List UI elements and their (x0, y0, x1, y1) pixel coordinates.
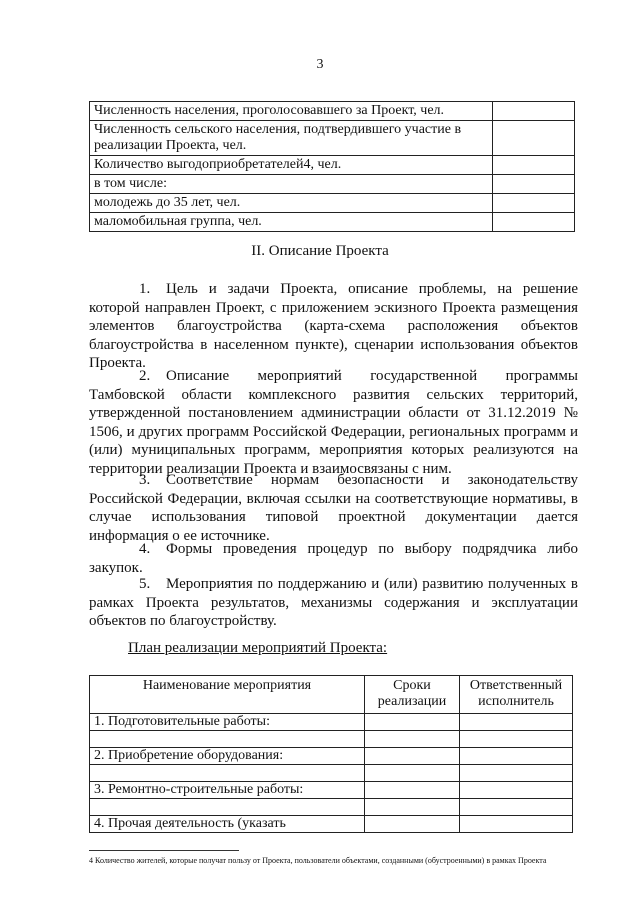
column-header: Сроки реализации (365, 676, 460, 714)
executor-cell (460, 782, 573, 799)
table-row (90, 121, 575, 156)
page-number: 3 (316, 57, 324, 72)
executor-cell (460, 816, 573, 833)
term-cell (365, 782, 460, 799)
indicator-label: Численность сельского населения, подтвердившего участие в реализации Проекта, чел. (90, 121, 493, 156)
column-header: Ответственный исполнитель (460, 676, 573, 714)
table-row (90, 213, 575, 232)
indicator-label: маломобильная группа, чел. (90, 213, 493, 232)
term-cell (365, 714, 460, 731)
activity-cell (90, 731, 365, 748)
activity-cell: 3. Ремонтно-строительные работы: (90, 782, 365, 799)
plan-title: План реализации мероприятий Проекта: (128, 640, 388, 656)
section-title: II. Описание Проекта (251, 243, 389, 259)
table-row (90, 102, 575, 121)
term-cell (365, 816, 460, 833)
indicator-value (493, 175, 575, 194)
plan-table (89, 675, 573, 833)
activity-cell: 2. Приобретение оборудования: (90, 748, 365, 765)
paragraph-text: Цель и задачи Проекта, описание проблемы, на решение которой направлен Проект, с приложением эскизного Проекта размещения элементов благоустройства (карта-схема расположения объектов благоустройства в населенном пункте), сценарии использования объектов Проекта. (89, 281, 578, 371)
indicator-value (493, 121, 575, 156)
table-row (90, 799, 573, 816)
paragraph-text: Формы проведения процедур по выбору подрядчика либо закупок. (89, 541, 578, 576)
table-row (90, 194, 575, 213)
paragraph-3 (89, 471, 578, 545)
footnote-separator (89, 850, 239, 851)
indicator-label: молодежь до 35 лет, чел. (90, 194, 493, 213)
paragraph-1 (89, 280, 578, 373)
table-row (90, 731, 573, 748)
executor-cell (460, 714, 573, 731)
paragraph-number: 2. (139, 368, 151, 384)
paragraph-number: 4. (139, 541, 151, 557)
activity-cell: 1. Подготовительные работы: (90, 714, 365, 731)
table-row (90, 175, 575, 194)
term-cell (365, 765, 460, 782)
indicator-value (493, 213, 575, 232)
activity-cell (90, 799, 365, 816)
table-row (90, 816, 573, 833)
indicator-label: Численность населения, проголосовавшего за Проект, чел. (90, 102, 493, 121)
executor-cell (460, 799, 573, 816)
indicator-label: Количество выгодоприобретателей4, чел. (90, 156, 493, 175)
indicator-value (493, 156, 575, 175)
table-row (90, 714, 573, 731)
term-cell (365, 731, 460, 748)
paragraph-text: Соответствие нормам безопасности и законодательству Российской Федерации, включая ссылки на соответствующие нормативы, в случае использования типовой проектной документации дается информация о ее источнике. (89, 472, 578, 544)
term-cell (365, 799, 460, 816)
indicator-label: в том числе: (90, 175, 493, 194)
footnote: 4 Количество жителей, которые получат пользу от Проекта, пользователи объектами, созданными (обустроенными) в рамках Проекта (89, 856, 547, 865)
term-cell (365, 748, 460, 765)
paragraph-number: 5. (139, 576, 151, 592)
indicators-table (89, 101, 575, 232)
table-row (90, 156, 575, 175)
executor-cell (460, 765, 573, 782)
table-row (90, 765, 573, 782)
paragraph-4 (89, 540, 578, 577)
indicator-value (493, 194, 575, 213)
column-header: Наименование мероприятия (90, 676, 365, 714)
table-row (90, 748, 573, 765)
paragraph-5 (89, 575, 578, 631)
indicator-value (493, 102, 575, 121)
executor-cell (460, 748, 573, 765)
paragraph-2 (89, 367, 578, 478)
activity-cell (90, 765, 365, 782)
paragraph-text: Описание мероприятий государственной программы Тамбовской области комплексного развития сельских территорий, утвержденной постановлением администрации области от 31.12.2019 № 1506, и других программ Российской Федерации, региональных программ и (или) муниципальных программ, мероприятия которых реализуются на территории реализации Проекта и взаимосвязаны с ним. (89, 368, 578, 477)
table-row (90, 782, 573, 799)
executor-cell (460, 731, 573, 748)
activity-cell: 4. Прочая деятельность (указать (90, 816, 365, 833)
paragraph-number: 1. (139, 281, 151, 297)
paragraph-number: 3. (139, 472, 151, 488)
paragraph-text: Мероприятия по поддержанию и (или) развитию полученных в рамках Проекта результатов, механизмы содержания и эксплуатации объектов по благоустройству. (89, 576, 578, 629)
table-header-row (90, 676, 573, 714)
